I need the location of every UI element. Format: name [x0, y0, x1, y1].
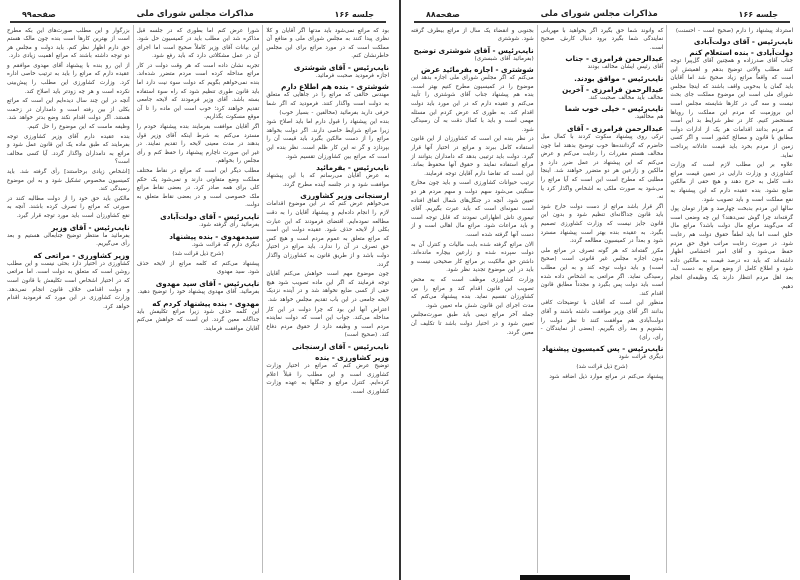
- paragraph: استرداد پیشنهاد را دارم (صحیح است - احسنت): [675, 27, 793, 34]
- paragraph: (بفرمائید آقای شبستری): [474, 55, 534, 62]
- speaker-name: نایب‌رئیس - آقای دولت‌آبادی: [693, 37, 793, 47]
- speaker-name: نایب‌رئیس - موافق بودند.: [574, 73, 664, 83]
- speaker-name: وزیر کشاورزی - مراتعی که: [33, 250, 130, 260]
- paragraph: این کلمه حذف شود زیرا مراتع تکلیفش باید جداگانه معین گردد. این است که خواهش می‌کنم آقایان موافقت فرمایند.: [136, 308, 260, 332]
- paragraph: بنده این پیشنهاد را قبول دارم اما باید اصلاح شود زیرا مراتع شرایط خاصی دارند. اگر دولت بخواهد مراتع را از دست مالکین بگیرد باید قیمت آن را بپردازد و گر نه این کار ظلم است. نظر بنده این است که مراتع بین کشاورزان تقسیم شود.: [266, 119, 389, 160]
- paragraph: ترکی روی پیشنهاد سکوت کردند با کمال میل حاضرم که گرداننده‌ها خوب توضیح بدهند اما چون مخالف هستم مقررات را رعایت می‌کنم و عرض می‌کنم که این پیشنهاد در عمل ضرر دارد و مالکین و زارعین هر دو متضرر خواهند شد. اینجا مطلبی که مطرح است این است که آیا مراتع را می‌شود به صورت ملکی به اشخاص واگذار کرد یا نه.: [540, 134, 664, 201]
- paragraph: هم مخالفید.: [634, 114, 664, 121]
- speaker-name: نایب‌رئیس - پس کمیسیون پیشنهاد: [542, 344, 664, 354]
- paragraph: توضیح عرض کنم که مراتع در اختیار وزارت کشاورزی است و این مطلب را قبلاً اعلام کرده‌ایم. کنترل مراتع و جنگلها به عهده وزارت کشاورزی است.: [266, 362, 389, 395]
- speaker-name: عبدالرحمن فرامرزی - آقای: [566, 124, 664, 134]
- paragraph: در نظر بنده این است که کشاورزان از این قانون استفاده کامل ببرند و مراتع در اختیار آنها قرار گیرد. دولت باید ترتیبی بدهد که دامداران بتوانند از مراتع استفاده نمایند و حقوق آنها محفوظ بماند. این است که تقاضا دارم آقایان توجه فرمایند.: [410, 136, 534, 177]
- paragraph: پیشنهاد می‌کنم در مراتع موارد ذیل اضافه شود: [549, 373, 664, 380]
- speaker-name: شوشتری - اجازه بفرمائید عرض: [420, 65, 534, 75]
- speaker-name: ارسنجانی وزیر کشاورزی: [300, 191, 389, 201]
- paragraph: تجربه نشان داده است که هر وقت دولت در کار مراتع مداخله کرده است مردم متضرر شده‌اند. بنده نمی‌خواهم بگویم که دولت سوء نیت دارد اما باید قانون طوری تنظیم شود که راه سوء استفاده بسته باشد. آقای وزیر فرمودند که لایحه جامعی تقدیم خواهند کرد؛ خوب است این ماده را تا آن موقع مسکوت بگذاریم.: [136, 62, 260, 121]
- paragraph: آقای رئیس ایشان مخالف بودند: [587, 64, 664, 71]
- text-column: [4, 25, 133, 573]
- speaker-name: نایب‌رئیس - آقای سید مهدوی: [155, 278, 260, 288]
- speaker-name: دولت‌آبادی - بنده استعلام کنم: [689, 48, 793, 58]
- paragraph: که وانوند شما حق بگیرد اگر بخواهید با مهربانی نمایندگی شما بگیرد برود دنبال کارش. صحیح است.: [540, 27, 664, 51]
- speaker-name: نایب‌رئیس - آقای شوشتری: [293, 62, 389, 72]
- page-title: مذاکرات مجلس شورای ملی: [136, 9, 254, 19]
- page-header: [408, 0, 796, 19]
- paragraph: کشاورزی در اختیار دارد بحثی نیست و این مطلب روشن است که متعلق به دولت است. اما مراتعی که در اختیار اشخاص است تکلیفش با قانون است و دولت اقدامی خلاف قانون انجام نمی‌دهد. وزارت کشاورزی در این مورد که فرمودید اقدام خواهد کرد.: [6, 260, 130, 310]
- paragraph: بفرمائید رأی گرفته شود.: [199, 221, 260, 228]
- session-number: جلسه ۱۶۶: [738, 10, 778, 19]
- page-gutter: [399, 0, 401, 580]
- paragraph: مخالف باید مخالف صحبت کند.: [588, 94, 664, 101]
- paragraph: اجازه فرمودید صحبت فرمائید.: [315, 72, 389, 79]
- speaker-name: نایب‌رئیس - آقای وزیر: [51, 222, 130, 232]
- paragraph: مکرر گفته‌اند که هر گونه تصرف در مراتع ملی بدون اجازه مجلس غیر قانونی است (صحیح است) و باید دولت توجه کند و به این مطلب رسیدگی نماید. اگر مراتعی به اشخاص داده شده است باید دولت پس بگیرد و مجدداً مطابق قانون اقدام کند.: [540, 247, 664, 297]
- text-column: [537, 25, 667, 573]
- paragraph: به عرض آقایان می‌رسانم که با این پیشنهاد موافقت شود و در جلسه آینده مطرح گردد.: [266, 173, 389, 188]
- paragraph: اعتراض آنها این بود که چرا دولت در این کار مداخله می‌کند. جواب این است که دولت نماینده مردم است و وظیفه دارد از حقوق مردم دفاع کند. (صحیح است): [266, 306, 389, 339]
- procedural-note: (شرح ذیل قرائت شد): [172, 251, 224, 258]
- paragraph: از این رو بنده با پیشنهاد آقای مهدوی موافقم و عقیده دارم که مراتع را باید به ترتیب خاصی اداره کرد. وزارت کشاورزی این مطلب را پیش‌بینی نکرده است و هر چه زودتر باید اصلاح کند.: [6, 62, 130, 95]
- paragraph: علاوه بر این مطلب لازم است که وزارت کشاورزی و وزارت دارایی در تعیین قیمت مراتع دقت کامل به خرج دهند و هیچ حقی از مالکین ضایع نشود. بنده عقیده دارم که این پیشنهاد به نفع مملکت است و باید تصویب شود.: [670, 162, 793, 203]
- page-header: [4, 0, 392, 19]
- paragraph: منظور این است که آقایان با توضیحات کافی بدانند اگر آقای وزیر موافقت داشته باشند و آقای دولت‌آبادی هم موافقت کنند تا نظر دولت را بشنویم و بعد رأی بگیریم. (بعضی از نمایندگان - رأی، رأی): [540, 300, 664, 341]
- speaker-name: سیدمهدوی - بنده پیشنهاد: [169, 231, 260, 241]
- paragraph: بود که مراتع نمی‌شود باید مدتها اگر آقایان و کلا نظری پیدا کنند به مجلس شورای ملی و منافع آن مملکت است که در مورد مراتع برای این مجلس خاطرنشان کنم.: [266, 27, 389, 60]
- header-rule: [10, 21, 386, 23]
- paragraph: بزرگوار و این مطلب صورت‌های این بکه مطرح است از بهترین کارها است بنده چون مالک هستم حق دارم اظهار نظر کنم. باید دولت و مجلس هر دو توجه داشته باشند که مراتع اهمیت زیادی دارد.: [6, 27, 130, 60]
- paragraph: ترتیب حیوانات کشاورزی است و باید چون مخارج سنگینی می‌شود سهم دولت و سهم مردم هر دو تعیین شود. آنچه در جنگل‌های شمال اتفاق افتاده است نمونه‌ای است که باید عبرت بگیریم. آقای تیموری تاش اظهاراتی نمودند که قابل توجه است و باید مراعات شود. مراتع مال اهالی است و از دست آنها گرفته شده است.: [410, 180, 534, 238]
- speaker-name: نایب‌رئیس - آقای ارسنجانی: [291, 341, 389, 351]
- paragraph: پیشنهاد می‌کنم که کلمه مراتع از لایحه حذف شود. سید مهدوی: [136, 260, 260, 276]
- text-column: [408, 25, 537, 573]
- text-column: [666, 25, 796, 573]
- paragraph: آنچه در این چند سال دیده‌ایم این است که مراتع بکلی از بین رفته است و دامداران در زحمت هستند. اگر دولت اقدام نکند وضع بدتر خواهد شد. وظیفه ماست که این موضوع را حل کنیم.: [6, 98, 130, 131]
- paragraph: شورا عرض کنم اما بطوری که در جلسه قبل مذاکره شد این مطلب باید در کمیسیون حل شود. این بیانات آقای وزیر کاملاً صحیح است اما اجرای آن در عمل مشکلاتی دارد که باید رفع شود.: [136, 27, 260, 60]
- procedural-note: (شرح ذیل قرائت شد): [576, 363, 628, 370]
- page-title: مذاکرات مجلس شورای ملی: [540, 9, 658, 19]
- paragraph: دیگری دارم که قرائت شود.: [191, 241, 260, 248]
- speaker-name: نایب‌رئیس - آقای شوشتری توضیح: [413, 45, 534, 55]
- paragraph: می‌کنم که اگر مجلس شورای ملی اجازه بدهد این موضوع را در کمیسیون مطرح کنیم بهتر است. بنده هم پیشنهاد جناب آقای شوشتری را تأیید می‌کنم و عقیده دارم که در این مورد باید دولت اقدام کند. به طوری که عرض کردم این مسئله مهمی است و باید با کمال دقت به آن رسیدگی شود.: [410, 75, 534, 133]
- session-number: جلسه ۱۶۶: [334, 10, 374, 19]
- paragraph: [اشخاص زیادی برخاستند] رأی گرفته شد. باید کمیسیون مخصوص تشکیل شود و به این موضوع رسیدگی کند.: [6, 169, 130, 193]
- speaker-name: نایب‌رئیس - بفرمائید: [316, 163, 389, 173]
- speaker-name: عبدالرحمن فرامرزی - جناب: [565, 54, 664, 64]
- paragraph: مهندس خالقی که مراتع را در جاهایی که متعلق به دولت است واگذار کنند. فرمودید که اگر شما حرفی دارید بفرمائید (مخالفین - بسیار خوب): [266, 92, 389, 116]
- text-columns: [4, 25, 392, 573]
- paragraph: جمله آخر مراتع دیمی باید طبق صورت‌مجلس تعیین شود و در اختیار دولت باشد تا تکلیف آن معین گردد.: [410, 312, 534, 336]
- paragraph: مطلب دیگر این است که مراتع در نقاط مختلف مملکت وضع متفاوتی دارند و نمی‌شود یک حکم کلی برای همه صادر کرد. در بعضی نقاط مراتع ملک خصوصی است و در بعضی نقاط متعلق به دولت.: [136, 168, 260, 209]
- paragraph: چون موضوع مهم است خواهش می‌کنم آقایان توجه فرمایند که اگر این ماده تصویب شود هیچ حقی از کسی ضایع نخواهد شد و در آینده نزدیک لایحه جامعی در این باب تقدیم مجلس خواهد شد.: [266, 271, 389, 303]
- paragraph: بجنوبی و انقضاء یک سال از مراتع بیطرف گرفته شود. شوشتری: [410, 27, 534, 43]
- speaker-name: عبدالرحمن فرامرزی - آخرین: [562, 84, 664, 94]
- paragraph: دیگری قرائت شود: [618, 354, 664, 361]
- speaker-name: مهدوی - بنده پیشنهاد کردم که: [152, 298, 260, 308]
- text-column: [262, 25, 392, 573]
- speaker-name: شوشتری - بنده هم اطلاع دارم: [281, 82, 389, 92]
- text-column: [133, 25, 263, 573]
- paragraph: مالکین باید حق خود را از دولت مطالبه کنند در صورتی که مراتع را تصرف کرده باشند. آنچه به نفع کشاورزان است باید مورد توجه قرار گیرد.: [6, 195, 130, 219]
- paragraph: بفرمائید ما منتظر توضیح جنابعالی هستیم و بعد رأی می‌گیریم.: [6, 232, 130, 248]
- scan-edge-mark: [520, 575, 630, 580]
- paragraph: می‌خواهم عرض کنم که در این موضوع اقدامات لازم را انجام داده‌ایم و پیشنهاد آقایان را به دقت مطالعه نموده‌ایم. اقتضای فرمودند که این عبارت بکلی از لایحه حذف شود. عقیده دولت این است که مراتع متعلق به عموم مردم است و هیچ کس حق تصرف در آن را ندارد. باید مراتع در اختیار دولت باشد و از طریق قانون به کشاورزان واگذار گردد.: [266, 201, 389, 268]
- speaker-name: نایب‌رئیس - خیلی خوب شما: [564, 104, 664, 114]
- text-columns: [408, 25, 796, 573]
- paragraph: جناب آقای صدرزاده و همچنین آقای گل‌پیرا توجه کنند مطلب والاتی توضیح بدهم و اهمیتش این است که واقعاً مراتع زیاد صحیح شد اما آقایان باید گمان یا به‌خوبی واقف باشند که اینجا مجلس شورای ملی است این موضوع مملکت جای بحث نیست و سه گی در کارها شایسته مجلس است این بروزمیت که مردم این مملکت را رویاها مستحضر کنیم. کار در نظر شرایط بد این است که مردم بدانند اقدامات هر یک از ادارات دولت مطابق با قانون و مصالح کشور است و اگر کسی زمین از مردم بخرد باید قیمت عادلانه پرداخت نماید.: [670, 58, 793, 159]
- speaker-name: نایب‌رئیس - آقای دولت‌آبادی: [160, 211, 260, 221]
- paragraph: وزارت کشاورزی موظف است که به محض تصویب این قانون اقدام کند و مراتع را بین کشاورزان تقسیم نماید. بنده پیشنهاد می‌کنم که مدت اجرای این قانون شش ماه تعیین شود.: [410, 276, 534, 309]
- paragraph: سالها این مردم بدبخت چهارصد و هزار تومان پول گرفته‌اند چرا گوش نمی‌دهند؟ این چه وضعی است که می‌گویند مراتع مال دولت باشد؟ مراتع مال خلق است اما باید لطفاً حقوق دولت هم رعایت شود. در صورت رعایت مراتب فوق حق مردم حفظ می‌شود و آقای امیر احتشامی اظهار داشته‌اند که باید ده درصد قیمت به مالکین داده شود و اطلاع کامل از وضع مراتع به دست آید. بعد اهل مردم انتظار دارند یک وظیفه‌ای انجام دهیم.: [670, 206, 793, 290]
- paragraph: اگر آقایان موافقت بفرمایند بنده پیشنهاد خودم را مسترد می‌کنم به شرط اینکه آقای وزیر قول بدهند در مدت معینی لایحه را تقدیم نمایند. در غیر این صورت ناچارم پیشنهاد را حفظ کنم و رأی مجلس را بخواهم.: [136, 124, 260, 165]
- paragraph: الان مراتع گرفته شده بابت مالیات و کنترل آن به دولت سپرده شده و زارعین بیچاره مانده‌اند. داشتن حق مالکیت بر مراتع کار صحیحی نیست و باید در این موضوع تجدید نظر شود.: [410, 241, 534, 274]
- paragraph: بنده عقیده دارم آقای وزیر کشاورزی توجه بفرمایند که طبق ماده یک این قانون عمل شود و مراتع به دامداران واگذار گردد. آیا کسی مخالف است؟: [6, 133, 130, 166]
- header-rule: [414, 21, 790, 23]
- speaker-name: وزیر کشاورزی - بنده: [315, 352, 389, 362]
- paragraph: بفرمائید. آقای مهدوی پیشنهاد خود را توضیح دهید.: [137, 288, 260, 295]
- paragraph: اگر قرار باشد مراتع از دست دولت خارج شود باید قانون جداگانه‌ای تنظیم شود و بدون این قانون جایز نیست که وزارت کشاورزی تصمیم بگیرد. به عقیده بنده بهتر است پیشنهاد مسترد شود و بعداً در کمیسیون مطالعه گردد.: [540, 203, 664, 245]
- page-number: صفحه۹۹: [22, 10, 56, 19]
- page-number: صفحه۸۸: [426, 10, 460, 19]
- right-page: [400, 0, 800, 580]
